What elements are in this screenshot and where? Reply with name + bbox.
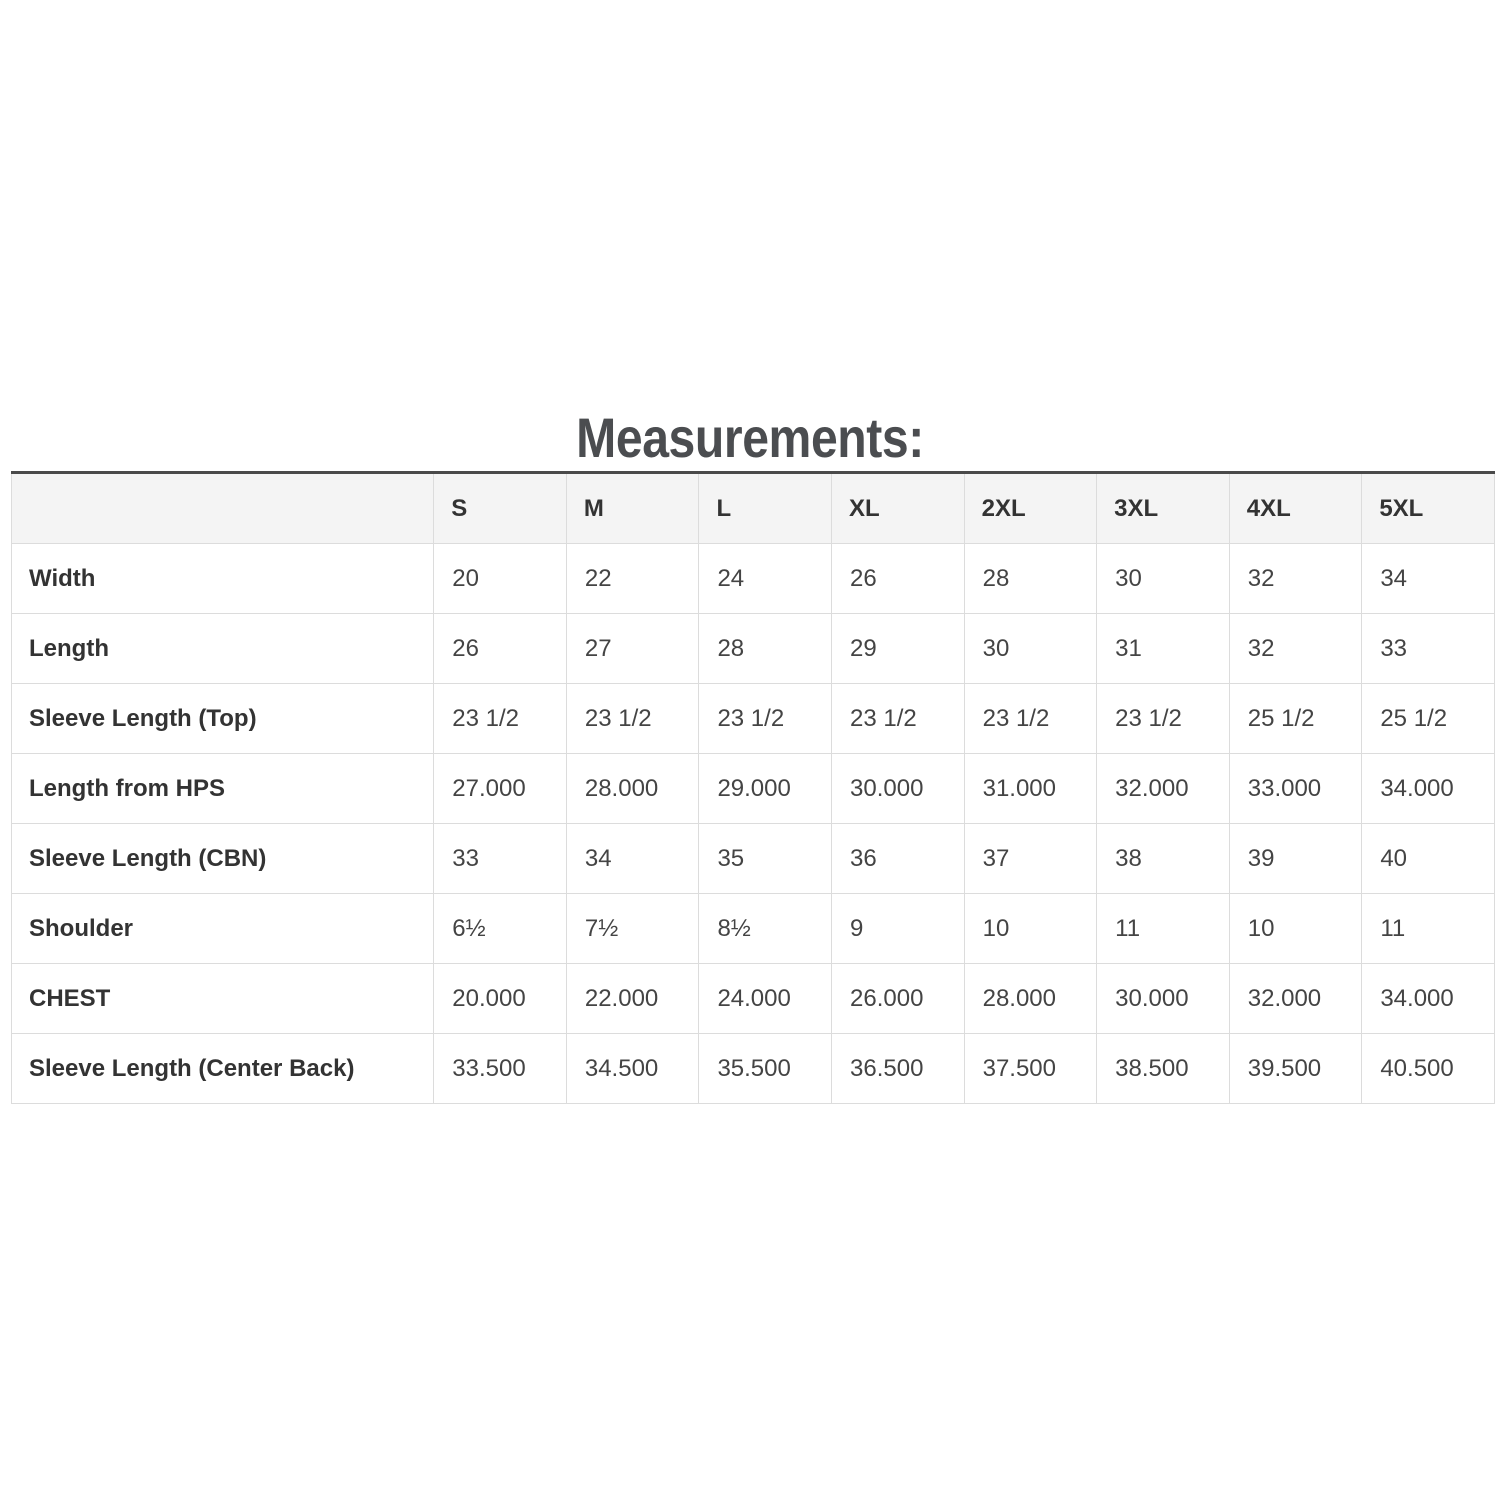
table-cell: 33.000 bbox=[1229, 754, 1362, 824]
table-cell: 6½ bbox=[434, 894, 567, 964]
corner-cell bbox=[12, 473, 434, 544]
table-cell: 34 bbox=[1362, 544, 1495, 614]
table-cell: 38.500 bbox=[1097, 1034, 1230, 1104]
table-cell: 37 bbox=[964, 824, 1097, 894]
table-cell: 39 bbox=[1229, 824, 1362, 894]
size-header: S bbox=[434, 473, 567, 544]
table-cell: 29 bbox=[832, 614, 965, 684]
table-row bbox=[12, 894, 1495, 964]
table-cell: 40 bbox=[1362, 824, 1495, 894]
size-header: 4XL bbox=[1229, 473, 1362, 544]
table-cell: 36.500 bbox=[832, 1034, 965, 1104]
table-cell: 32 bbox=[1229, 544, 1362, 614]
row-label: Shoulder bbox=[12, 894, 434, 964]
table-cell: 30.000 bbox=[832, 754, 965, 824]
table-cell: 23 1/2 bbox=[566, 684, 699, 754]
table-cell: 29.000 bbox=[699, 754, 832, 824]
table-cell: 27.000 bbox=[434, 754, 567, 824]
table-cell: 36 bbox=[832, 824, 965, 894]
table-cell: 31.000 bbox=[964, 754, 1097, 824]
table-cell: 11 bbox=[1362, 894, 1495, 964]
table-row bbox=[12, 614, 1495, 684]
page-title: Measurements: bbox=[576, 406, 924, 469]
row-label: Width bbox=[12, 544, 434, 614]
table-row bbox=[12, 1034, 1495, 1104]
table-cell: 28 bbox=[699, 614, 832, 684]
table-cell: 32.000 bbox=[1229, 964, 1362, 1034]
size-header: M bbox=[566, 473, 699, 544]
table-row bbox=[12, 964, 1495, 1034]
table-cell: 34.000 bbox=[1362, 964, 1495, 1034]
table-cell: 22 bbox=[566, 544, 699, 614]
table-cell: 10 bbox=[1229, 894, 1362, 964]
table-cell: 35.500 bbox=[699, 1034, 832, 1104]
header-row bbox=[12, 473, 1495, 544]
table-row bbox=[12, 754, 1495, 824]
table-cell: 32.000 bbox=[1097, 754, 1230, 824]
table-cell: 35 bbox=[699, 824, 832, 894]
table-cell: 26 bbox=[434, 614, 567, 684]
table-cell: 34 bbox=[566, 824, 699, 894]
size-header: 5XL bbox=[1362, 473, 1495, 544]
table-cell: 33.500 bbox=[434, 1034, 567, 1104]
table-cell: 38 bbox=[1097, 824, 1230, 894]
size-header: 2XL bbox=[964, 473, 1097, 544]
table-cell: 25 1/2 bbox=[1229, 684, 1362, 754]
table-cell: 28 bbox=[964, 544, 1097, 614]
table-cell: 20.000 bbox=[434, 964, 567, 1034]
table-cell: 26 bbox=[832, 544, 965, 614]
table-cell: 28.000 bbox=[566, 754, 699, 824]
table-cell: 23 1/2 bbox=[964, 684, 1097, 754]
table-cell: 9 bbox=[832, 894, 965, 964]
table-row bbox=[12, 684, 1495, 754]
table-cell: 30 bbox=[1097, 544, 1230, 614]
table-cell: 37.500 bbox=[964, 1034, 1097, 1104]
table-cell: 11 bbox=[1097, 894, 1230, 964]
row-label: CHEST bbox=[12, 964, 434, 1034]
table-cell: 34.500 bbox=[566, 1034, 699, 1104]
table-cell: 30 bbox=[964, 614, 1097, 684]
size-chart-table bbox=[11, 471, 1495, 1104]
table-cell: 23 1/2 bbox=[1097, 684, 1230, 754]
table-cell: 32 bbox=[1229, 614, 1362, 684]
size-header: 3XL bbox=[1097, 473, 1230, 544]
row-label: Length from HPS bbox=[12, 754, 434, 824]
table-cell: 10 bbox=[964, 894, 1097, 964]
table-cell: 20 bbox=[434, 544, 567, 614]
size-header: L bbox=[699, 473, 832, 544]
row-label: Sleeve Length (CBN) bbox=[12, 824, 434, 894]
table-cell: 39.500 bbox=[1229, 1034, 1362, 1104]
table-cell: 23 1/2 bbox=[699, 684, 832, 754]
table-row bbox=[12, 544, 1495, 614]
row-label: Sleeve Length (Top) bbox=[12, 684, 434, 754]
table-cell: 23 1/2 bbox=[832, 684, 965, 754]
table-cell: 8½ bbox=[699, 894, 832, 964]
table-cell: 40.500 bbox=[1362, 1034, 1495, 1104]
table-cell: 33 bbox=[434, 824, 567, 894]
size-header: XL bbox=[832, 473, 965, 544]
table-cell: 33 bbox=[1362, 614, 1495, 684]
table-cell: 30.000 bbox=[1097, 964, 1230, 1034]
table-cell: 34.000 bbox=[1362, 754, 1495, 824]
table-cell: 22.000 bbox=[566, 964, 699, 1034]
table-cell: 28.000 bbox=[964, 964, 1097, 1034]
table-cell: 25 1/2 bbox=[1362, 684, 1495, 754]
row-label: Sleeve Length (Center Back) bbox=[12, 1034, 434, 1104]
table-cell: 23 1/2 bbox=[434, 684, 567, 754]
table-body bbox=[12, 544, 1495, 1104]
table-row bbox=[12, 824, 1495, 894]
table-cell: 26.000 bbox=[832, 964, 965, 1034]
table-cell: 24.000 bbox=[699, 964, 832, 1034]
table-cell: 24 bbox=[699, 544, 832, 614]
table-cell: 31 bbox=[1097, 614, 1230, 684]
table-cell: 27 bbox=[566, 614, 699, 684]
row-label: Length bbox=[12, 614, 434, 684]
table-cell: 7½ bbox=[566, 894, 699, 964]
